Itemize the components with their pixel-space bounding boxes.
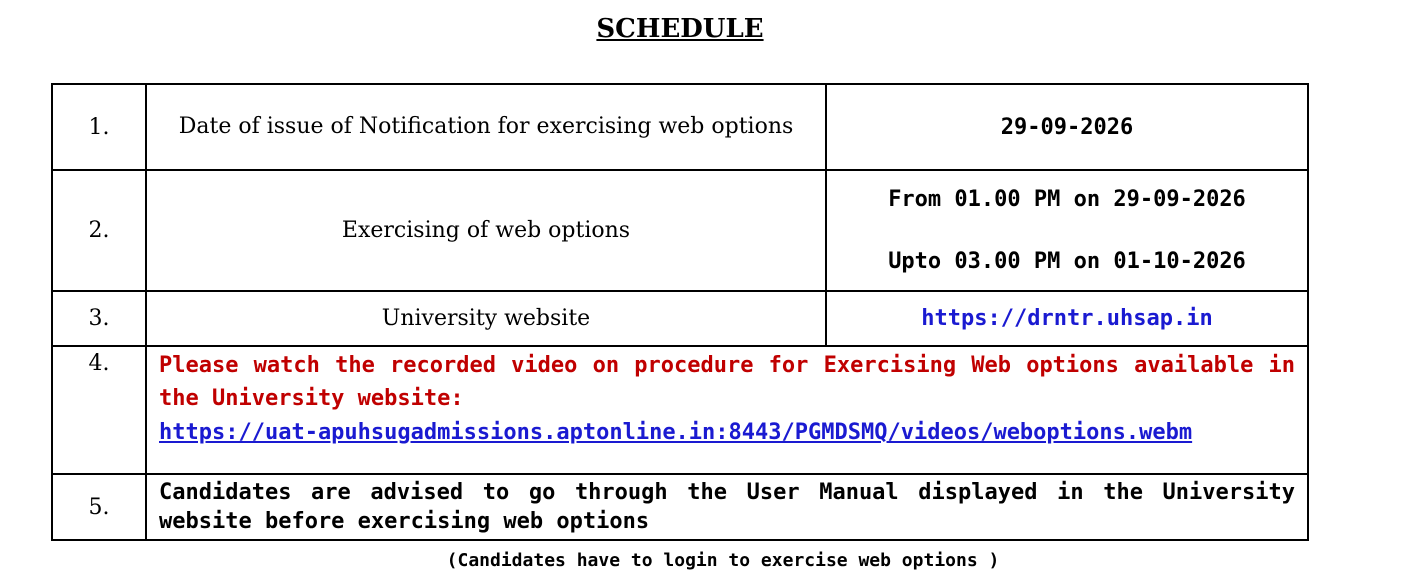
video-notice	[146, 346, 1308, 474]
web-options-period	[826, 170, 1308, 291]
video-link[interactable]: https://uat-apuhsugadmissions.aptonline.in:8443/PGMDSMQ/videos/weboptions.webm	[159, 420, 1193, 445]
notification-date: 29-09-2026	[826, 84, 1308, 170]
row-description: Date of issue of Notification for exercising web options	[146, 84, 826, 170]
table-row	[52, 170, 1308, 291]
table-row	[52, 346, 1308, 474]
row-description: University website	[146, 291, 826, 346]
row-description: Exercising of web options	[146, 170, 826, 291]
period-upto: Upto 03.00 PM on 01-10-2026	[888, 248, 1246, 274]
period-from: From 01.00 PM on 29-09-2026	[888, 186, 1246, 212]
row-number: 4.	[52, 346, 146, 474]
row-number: 5.	[52, 474, 146, 540]
table-row	[52, 474, 1308, 540]
row-number: 3.	[52, 291, 146, 346]
video-instruction: Please watch the recorded video on procedure for Exercising Web options available in the University website:	[159, 353, 1295, 411]
row-number: 1.	[52, 84, 146, 170]
user-manual-notice: Candidates are advised to go through the User Manual displayed in the University website before exercising web options	[146, 474, 1308, 540]
university-website-link[interactable]: https://drntr.uhsap.in	[826, 291, 1308, 346]
schedule-table	[51, 83, 1309, 541]
login-note: (Candidates have to login to exercise web options )	[446, 550, 1000, 571]
row-number: 2.	[52, 170, 146, 291]
table-row	[52, 291, 1308, 346]
page-title: SCHEDULE	[596, 14, 764, 44]
table-row	[52, 84, 1308, 170]
